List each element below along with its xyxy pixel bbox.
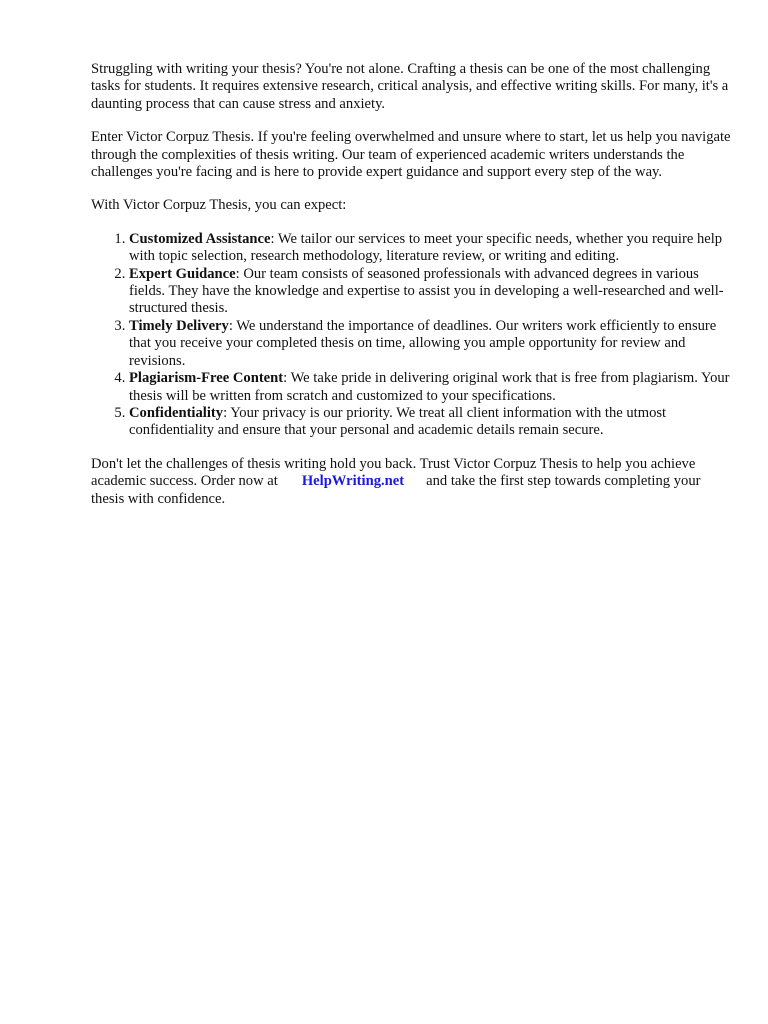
list-item [129, 370, 731, 405]
document-body [91, 61, 731, 524]
benefit-description: : We take pride in delivering original work that is free from plagiarism. Your thesis will be written from scratch and customized to your specifications. [129, 370, 730, 404]
list-item [129, 318, 731, 370]
benefit-description: : We understand the importance of deadlines. Our writers work efficiently to ensure that you receive your completed thesis on time, allowing you ample opportunity for review and revisions. [129, 317, 717, 369]
intro-service-paragraph: Enter Victor Corpuz Thesis. If you're feeling overwhelmed and unsure where to start, let us help you navigate through the complexities of thesis writing. Our team of experienced academic writers understands the challenges you're facing and is here to provide expert guidance and support every step of the way. [91, 129, 731, 181]
benefit-title: Confidentiality [129, 404, 224, 421]
expectations-heading: With Victor Corpuz Thesis, you can expect: [91, 197, 347, 214]
helpwriting-link[interactable]: HelpWriting.net [301, 473, 405, 490]
benefits-list [91, 231, 731, 440]
benefit-title: Expert Guidance [129, 265, 236, 282]
benefit-title: Customized Assistance [129, 230, 271, 247]
benefit-description: : Your privacy is our priority. We treat all client information with the utmost confidentiality and ensure that your personal and academic details remain secure. [129, 404, 667, 439]
list-item [129, 266, 731, 318]
benefit-title: Timely Delivery [129, 317, 229, 334]
closing-text-after: and take the first step towards completing your thesis with confidence. [91, 473, 701, 507]
benefit-description: : Our team consists of seasoned professionals with advanced degrees in various fields. They have the knowledge and expertise to assist you in developing a well-researched and well-structured thesis. [129, 265, 724, 317]
closing-paragraph [91, 456, 731, 508]
benefit-title: Plagiarism-Free Content [129, 370, 284, 387]
list-item [129, 405, 731, 440]
list-item [129, 231, 731, 266]
closing-text-before: Don't let the challenges of thesis writing hold you back. Trust Victor Corpuz Thesis to help you achieve academic success. Order now at [91, 455, 696, 490]
benefit-description: : We tailor our services to meet your specific needs, whether you require help with topic selection, research methodology, literature review, or writing and editing. [129, 230, 723, 265]
intro-paragraph: Struggling with writing your thesis? You're not alone. Crafting a thesis can be one of the most challenging tasks for students. It requires extensive research, critical analysis, and effective writing skills. For many, it's a daunting process that can cause stress and anxiety. [91, 61, 729, 112]
